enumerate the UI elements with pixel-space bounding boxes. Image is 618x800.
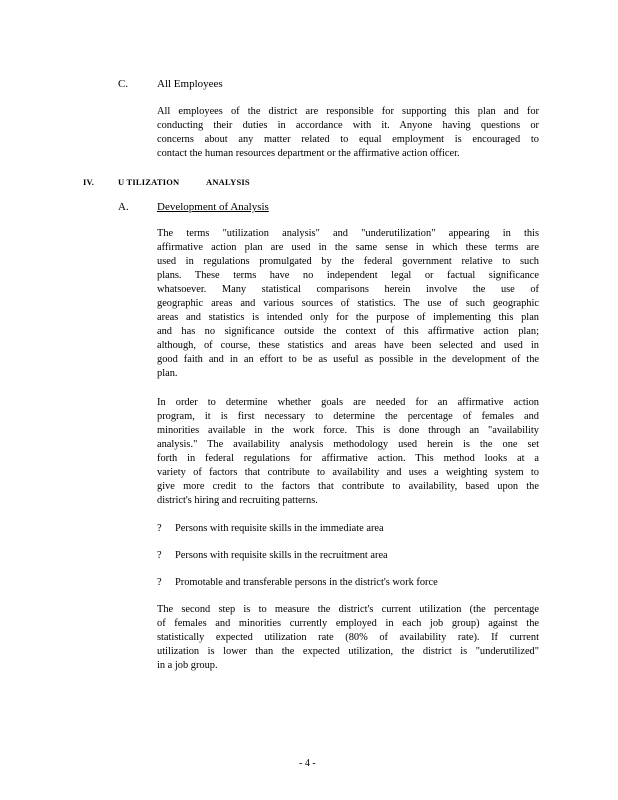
- page-number: - 4 -: [299, 758, 316, 769]
- paragraph-line: of females and minorities currently employed in each job group) against the: [157, 618, 539, 629]
- bullet-text: Persons with requisite skills in the recruitment area: [175, 550, 388, 561]
- paragraph-line: give more credit to the factors that contribute to availability, based upon the: [157, 481, 539, 492]
- paragraph-line: forth in federal regulations for affirmative action. This method looks at a: [157, 453, 539, 464]
- paragraph-line: whatsoever. Many statistical comparisons herein involve the use of: [157, 284, 539, 295]
- section-a-paragraph-2: [157, 396, 539, 508]
- section-a-paragraph-3: [157, 603, 539, 673]
- bullet-item: [157, 523, 384, 534]
- section-c-letter: C.: [118, 78, 129, 90]
- paragraph-line: The second step is to measure the district's current utilization (the percentage: [157, 604, 539, 615]
- paragraph-line: utilization is lower than the expected utilization, the district is "underutilized": [157, 646, 539, 657]
- section-iv-title-part1: U TILIZATION: [118, 177, 180, 187]
- bullet-text: Persons with requisite skills in the immediate area: [175, 523, 384, 534]
- paragraph-line: variety of factors that contribute to availability and uses a weighting system to: [157, 467, 539, 478]
- section-a-title: Development of Analysis: [157, 201, 269, 213]
- paragraph-line: areas and statistics is intended only for the purpose of implementing this plan: [157, 312, 539, 323]
- paragraph-line: good faith and in an effort to be as useful as possible in the development of the: [157, 354, 539, 365]
- section-a-paragraph-1: [157, 227, 539, 381]
- paragraph-line: contact the human resources department or the affirmative action officer.: [157, 148, 460, 159]
- bullet-item: [157, 577, 438, 588]
- section-c-title: All Employees: [157, 78, 223, 90]
- section-iv-title-part2: ANALYSIS: [206, 177, 250, 187]
- paragraph-line: conducting their duties in accordance with it. Anyone having questions or: [157, 120, 539, 131]
- bullet-mark: ?: [157, 577, 162, 588]
- paragraph-line: In order to determine whether goals are needed for an affirmative action: [157, 397, 539, 408]
- paragraph-line: in a job group.: [157, 660, 218, 671]
- paragraph-line: and has no significance outside the context of this affirmative action plan;: [157, 326, 539, 337]
- paragraph-line: plan.: [157, 368, 178, 379]
- paragraph-line: concerns about any matter related to equal employment is encouraged to: [157, 134, 539, 145]
- paragraph-line: although, of course, these statistics and areas have been selected and used in: [157, 340, 539, 351]
- section-iv-numeral: IV.: [83, 177, 95, 187]
- bullet-mark: ?: [157, 550, 162, 561]
- paragraph-line: program, it is first necessary to determine the percentage of females and: [157, 411, 539, 422]
- paragraph-line: plans. These terms have no independent legal or factual significance: [157, 270, 539, 281]
- section-c-paragraph: [157, 105, 539, 161]
- bullet-text: Promotable and transferable persons in the district's work force: [175, 577, 438, 588]
- paragraph-line: geographic areas and various sources of statistics. The use of such geographic: [157, 298, 539, 309]
- paragraph-line: All employees of the district are responsible for supporting this plan and for: [157, 106, 539, 117]
- paragraph-line: used in regulations promulgated by the federal government relative to such: [157, 256, 539, 267]
- bullet-mark: ?: [157, 523, 162, 534]
- paragraph-line: district's hiring and recruiting patterns.: [157, 495, 318, 506]
- paragraph-line: The terms "utilization analysis" and "underutilization" appearing in this: [157, 228, 539, 239]
- section-a-letter: A.: [118, 201, 129, 213]
- paragraph-line: minorities available in the work force. This is done through an "availability: [157, 425, 539, 436]
- bullet-item: [157, 550, 388, 561]
- paragraph-line: affirmative action plan are used in the same sense in which these terms are: [157, 242, 539, 253]
- paragraph-line: statistically expected utilization rate (80% of availability rate). If current: [157, 632, 539, 643]
- paragraph-line: analysis." The availability analysis methodology used herein is the one set: [157, 439, 539, 450]
